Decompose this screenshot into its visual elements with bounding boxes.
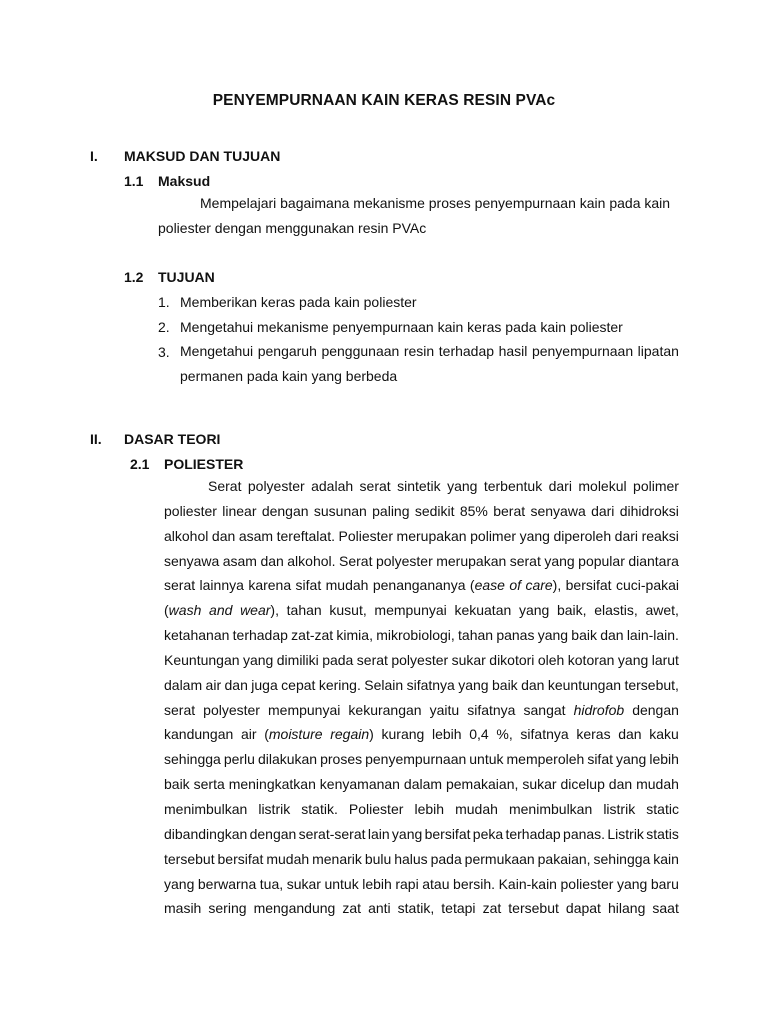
word: Listrik (607, 825, 644, 842)
section-number: II. (90, 431, 102, 447)
paragraph-line (164, 598, 679, 623)
subsection-heading: POLIESTER (164, 456, 244, 472)
word: yang (544, 552, 575, 569)
word: menimbulkan (164, 800, 248, 817)
word: asam (238, 527, 274, 544)
word: (ease (469, 577, 505, 594)
word: pakaian, (537, 850, 591, 867)
word: kenyamanan (319, 776, 400, 793)
word: yang (447, 478, 478, 494)
word: diantara (628, 552, 679, 569)
word: listrik (258, 800, 291, 817)
word: Keuntungan (164, 651, 240, 668)
word: yang (537, 627, 569, 644)
word: merupakan (396, 527, 467, 544)
word: dapat (565, 900, 601, 917)
list-item: Mengetahui mekanisme penyempurnaan kain keras pada kain poliester (180, 319, 623, 335)
word: dari (614, 527, 639, 544)
word: kekurangan (348, 701, 422, 718)
word: polyester (203, 701, 260, 718)
word: pada (430, 850, 462, 867)
word: bersifat (424, 825, 471, 842)
list-number: 2. (158, 319, 170, 335)
word: serat (164, 701, 196, 718)
word: lainnya (199, 577, 244, 594)
word: asam (222, 552, 257, 569)
word: mikrobiologi, (376, 627, 455, 644)
list-item: Memberikan keras pada kain poliester (180, 294, 417, 310)
word: proses (320, 751, 363, 768)
word: tersebut, (624, 676, 679, 693)
word: Kain-kain (498, 875, 557, 892)
paragraph-line (164, 772, 679, 797)
word: poliester (560, 875, 614, 892)
paragraph-line (164, 698, 679, 723)
word: baik, (556, 602, 587, 619)
word: Selain (364, 676, 404, 693)
word: penyempurnaan (365, 751, 467, 768)
word: lipatan (637, 343, 679, 359)
word: %, (496, 726, 513, 743)
word: dan (260, 552, 284, 569)
word: dan (608, 776, 633, 793)
word: panas (496, 627, 535, 644)
list-number: 3. (158, 344, 170, 360)
word: bersih. (453, 875, 496, 892)
word: dengan (632, 701, 679, 718)
word: dalam (164, 676, 203, 693)
word: dan (600, 627, 624, 644)
word: menimbulkan (508, 800, 593, 817)
word: perlu (223, 751, 255, 768)
word: polyester (375, 552, 433, 569)
word: sifat (587, 751, 613, 768)
word: yang (458, 676, 489, 693)
word: kaku (649, 726, 679, 743)
paragraph-line (164, 822, 679, 847)
word: resin (403, 343, 435, 359)
word: awet, (645, 602, 679, 619)
word: dalam (403, 776, 443, 793)
list-item (180, 339, 679, 389)
word: dan (521, 676, 545, 693)
word: kain (653, 850, 679, 867)
section-heading: MAKSUD DAN TUJUAN (124, 148, 281, 164)
poliester-paragraph (164, 474, 679, 921)
word: (wash (164, 602, 202, 619)
word: tetapi (441, 900, 476, 917)
word: tua, (259, 875, 284, 892)
section-heading: DASAR TEORI (124, 431, 221, 447)
word: mudah (325, 577, 369, 594)
word: sedikit (414, 502, 455, 519)
word: reaksi (641, 527, 679, 544)
word: air (240, 726, 257, 743)
word: untuk (469, 751, 504, 768)
word: ketahanan (164, 627, 230, 644)
word: zat (342, 900, 362, 917)
word: dari (548, 478, 572, 494)
word: polimer (470, 527, 517, 544)
word: sifatnya (406, 676, 455, 693)
word: Poliester (338, 527, 393, 544)
word: statik. (301, 800, 338, 817)
word: yang (242, 651, 274, 668)
section-number: I. (90, 148, 98, 164)
word: yang (518, 602, 550, 619)
word: karena (248, 577, 292, 594)
word: and (209, 602, 233, 619)
paragraph-line (164, 573, 679, 598)
word: sukar (451, 651, 486, 668)
word: terbentuk (483, 478, 543, 494)
word: yang (616, 875, 648, 892)
word: static (646, 800, 679, 817)
word: Serat (339, 552, 373, 569)
word: kurang (381, 726, 425, 743)
paragraph-line (164, 673, 679, 698)
word: pada (322, 651, 354, 668)
word: adalah (311, 478, 354, 494)
word: dibandingkan (164, 825, 248, 842)
word: mudah (455, 800, 498, 817)
word: kering. (318, 676, 361, 693)
word: sangat (523, 701, 566, 718)
document-title: PENYEMPURNAAN KAIN KERAS RESIN PVAc (212, 92, 556, 109)
word: saat (652, 900, 679, 917)
word: Mengetahui (180, 343, 254, 359)
word: mudah (636, 776, 679, 793)
word: poliester (164, 502, 217, 519)
word: berwarna (197, 875, 257, 892)
word: menarik (312, 850, 362, 867)
word: hidrofob (573, 701, 625, 718)
word: lebih (362, 875, 392, 892)
word: dilakukan (257, 751, 318, 768)
word: sukar (522, 776, 557, 793)
word: hilang (607, 900, 646, 917)
word: panas. (563, 825, 606, 842)
word: kimia, (336, 627, 373, 644)
word: baru (650, 875, 679, 892)
word: senyawa (530, 502, 586, 519)
word: terhadap (438, 343, 495, 359)
word: juga (251, 676, 278, 693)
word: tahan (286, 602, 322, 619)
word: halus (394, 850, 428, 867)
word: statik, (397, 900, 435, 917)
word: sehingga (164, 751, 221, 768)
word: bulu (364, 850, 392, 867)
word: berat (493, 502, 526, 519)
word: alkohol. (287, 552, 336, 569)
word: anti (368, 900, 391, 917)
word: terhadap (505, 825, 561, 842)
word: tersebut (508, 900, 559, 917)
word: serta (193, 776, 225, 793)
subsection-heading: TUJUAN (158, 269, 215, 285)
word: zat (482, 900, 502, 917)
word: keras (576, 726, 611, 743)
word: sering (208, 900, 247, 917)
word: lain (367, 825, 390, 842)
paragraph-line (164, 524, 679, 549)
word: Poliester (348, 800, 404, 817)
word: zat-zat (291, 627, 334, 644)
word: serat (164, 577, 196, 594)
word: sukar (286, 875, 321, 892)
subsection-number: 1.2 (124, 269, 144, 285)
paragraph-line (164, 747, 679, 772)
paragraph-line: poliester dengan menggunakan resin PVAc (158, 219, 427, 236)
paragraph-line (164, 896, 679, 921)
word: memperoleh (506, 751, 585, 768)
word: bersifat (565, 577, 612, 594)
word: kusut, (329, 602, 367, 619)
paragraph-line (164, 474, 679, 499)
word: kekuatan (454, 602, 512, 619)
word: tereftalat. (276, 527, 335, 544)
word: serat (359, 478, 391, 494)
word: rapi (395, 875, 419, 892)
word: masih (164, 900, 202, 917)
word: regain) (330, 726, 374, 743)
word: dengan (261, 502, 309, 519)
word: tahan (458, 627, 494, 644)
word: linear (222, 502, 257, 519)
word: Serat (208, 478, 242, 494)
word: baik (492, 676, 518, 693)
subsection-heading: Maksud (158, 173, 211, 189)
word: serat-serat (298, 825, 366, 842)
word: wear), (240, 602, 279, 619)
word: penggunaan (321, 343, 400, 359)
paragraph-line (164, 872, 679, 897)
word: baik (571, 627, 597, 644)
word: pemakaian, (445, 776, 519, 793)
word: larut (651, 651, 679, 668)
word: air (205, 676, 222, 693)
word: yang (391, 825, 423, 842)
word: senyawa (164, 552, 220, 569)
paragraph-line: Mempelajari bagaimana mekanisme proses penyempurnaan kain pada kain (200, 195, 671, 211)
word: care), (525, 577, 562, 594)
word: alkohol (164, 527, 209, 544)
paragraph-line (164, 623, 679, 648)
word: mengandung (253, 900, 336, 917)
word: serat (356, 651, 388, 668)
word: dihidroksi (619, 502, 679, 519)
paragraph-line (164, 648, 679, 673)
word: dan (618, 726, 642, 743)
word: of (509, 577, 522, 594)
word: terhadap (232, 627, 288, 644)
paragraph-line: permanen pada kain yang berbeda (180, 367, 398, 384)
word: kandungan (164, 726, 234, 743)
word: yang (164, 875, 195, 892)
word: mudah (266, 850, 310, 867)
word: lain-lain. (626, 627, 679, 644)
word: dari (591, 502, 615, 519)
word: pengaruh (257, 343, 317, 359)
word: lebih (414, 800, 445, 817)
word: polimer (633, 478, 679, 494)
word: paling (372, 502, 410, 519)
word: bersifat (217, 850, 264, 867)
word: sifat (295, 577, 322, 594)
word: lebih (649, 751, 679, 768)
word: (moisture (264, 726, 323, 743)
word: baik (164, 776, 190, 793)
word: polyester (247, 478, 305, 494)
word: cuci-pakai (615, 577, 679, 594)
word: oleh (537, 651, 565, 668)
word: mempunyai (268, 701, 341, 718)
word: polyester (391, 651, 449, 668)
word: yang (519, 527, 550, 544)
word: untuk (324, 875, 359, 892)
word: dimiliki (276, 651, 319, 668)
word: mempunyai (374, 602, 447, 619)
word: diperoleh (553, 527, 612, 544)
word: dan (211, 527, 236, 544)
paragraph-line (180, 339, 679, 364)
subsection-number: 1.1 (124, 173, 144, 189)
word: penangananya (372, 577, 466, 594)
paragraph-line (164, 499, 679, 524)
paragraph-line (164, 549, 679, 574)
word: atau (422, 875, 450, 892)
word: yang (617, 651, 649, 668)
word: molekul (578, 478, 627, 494)
word: statis (646, 825, 679, 842)
subsection-number: 2.1 (130, 456, 150, 472)
word: permukaan (464, 850, 535, 867)
list-number: 1. (158, 294, 170, 310)
word: tersebut (164, 850, 215, 867)
word: listrik (603, 800, 636, 817)
word: penyempurnaan (531, 343, 634, 359)
word: susunan (313, 502, 367, 519)
word: kotoran (567, 651, 615, 668)
paragraph-line (164, 797, 679, 822)
word: peka (472, 825, 504, 842)
word: dengan (249, 825, 297, 842)
paragraph-line (164, 722, 679, 747)
word: sintetik (397, 478, 441, 494)
word: dan (224, 676, 248, 693)
word: popular (578, 552, 625, 569)
word: meningkatkan (228, 776, 316, 793)
word: keuntungan (547, 676, 622, 693)
word: hasil (498, 343, 528, 359)
paragraph-line (164, 847, 679, 872)
word: dicelup (560, 776, 605, 793)
word: dikotori (489, 651, 535, 668)
word: sifatnya (467, 701, 516, 718)
word: sifatnya (520, 726, 569, 743)
maksud-paragraph (158, 191, 679, 241)
word: cepat (281, 676, 316, 693)
word: 85% (459, 502, 488, 519)
word: elastis, (594, 602, 638, 619)
word: sehingga (593, 850, 651, 867)
word: 0,4 (469, 726, 489, 743)
word: serat (509, 552, 541, 569)
word: merupakan (436, 552, 507, 569)
word: yang (615, 751, 647, 768)
word: yaitu (429, 701, 460, 718)
word: lebih (431, 726, 462, 743)
